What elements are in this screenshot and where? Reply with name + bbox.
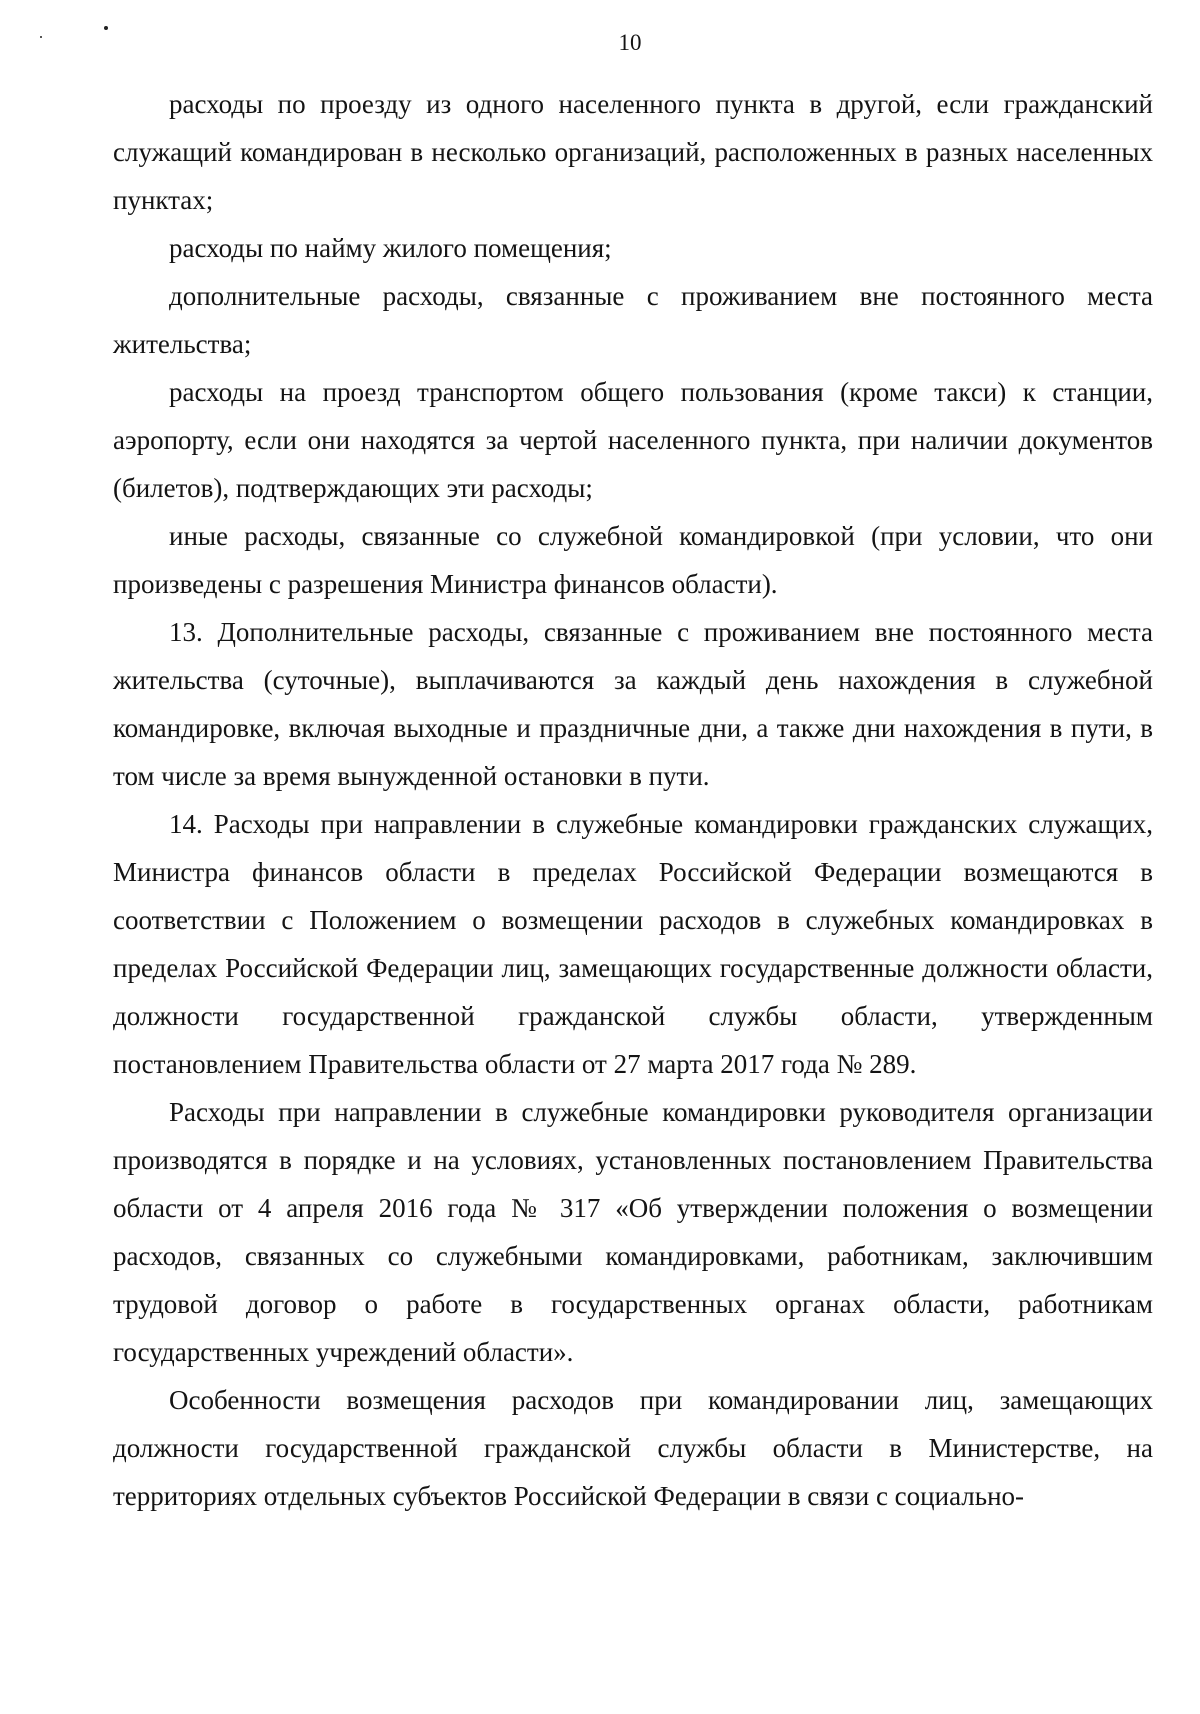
document-body: [113, 80, 1153, 1520]
paragraph: дополнительные расходы, связанные с проживанием вне постоянного места жительства;: [113, 281, 1153, 359]
paragraph: 13. Дополнительные расходы, связанные с проживанием вне постоянного места жительства (суточные), выплачиваются за каждый день нахождения в служебной командировке, включая выходные и праздничные дни, а также дни нахождения в пути, в том числе за время вынужденной остановки в пути.: [113, 617, 1153, 791]
page-number: 10: [618, 30, 642, 55]
paragraph: иные расходы, связанные со служебной командировкой (при условии, что они произведены с разрешения Министра финансов области).: [113, 521, 1153, 599]
paragraph: Особенности возмещения расходов при командировании лиц, замещающих должности государственной гражданской службы области в Министерстве, на территориях отдельных субъектов Российской Федерации в связи с социально-: [113, 1385, 1153, 1511]
paragraph: 14. Расходы при направлении в служебные командировки гражданских служащих, Министра финансов области в пределах Российской Федерации возмещаются в соответствии с Положением о возмещении расходов в служебных командировках в пределах Российской Федерации лиц, замещающих государственные должности области, должности государственной гражданской службы области, утвержденным постановлением Правительства области от 27 марта 2017 года № 289.: [113, 809, 1153, 1079]
paragraph: расходы по проезду из одного населенного пункта в другой, если гражданский служащий командирован в несколько организаций, расположенных в разных населенных пунктах;: [113, 89, 1153, 215]
paragraph: расходы на проезд транспортом общего пользования (кроме такси) к станции, аэропорту, если они находятся за чертой населенного пункта, при наличии документов (билетов), подтверждающих эти расходы;: [113, 377, 1153, 503]
paragraph: Расходы при направлении в служебные командировки руководителя организации производятся в порядке и на условиях, установленных постановлением Правительства области от 4 апреля 2016 года № 317 «Об утверждении положения о возмещении расходов, связанных со служебными командировками, работникам, заключившим трудовой договор о работе в государственных органах области, работникам государственных учреждений области».: [113, 1097, 1153, 1367]
paragraph: расходы по найму жилого помещения;: [169, 233, 612, 263]
